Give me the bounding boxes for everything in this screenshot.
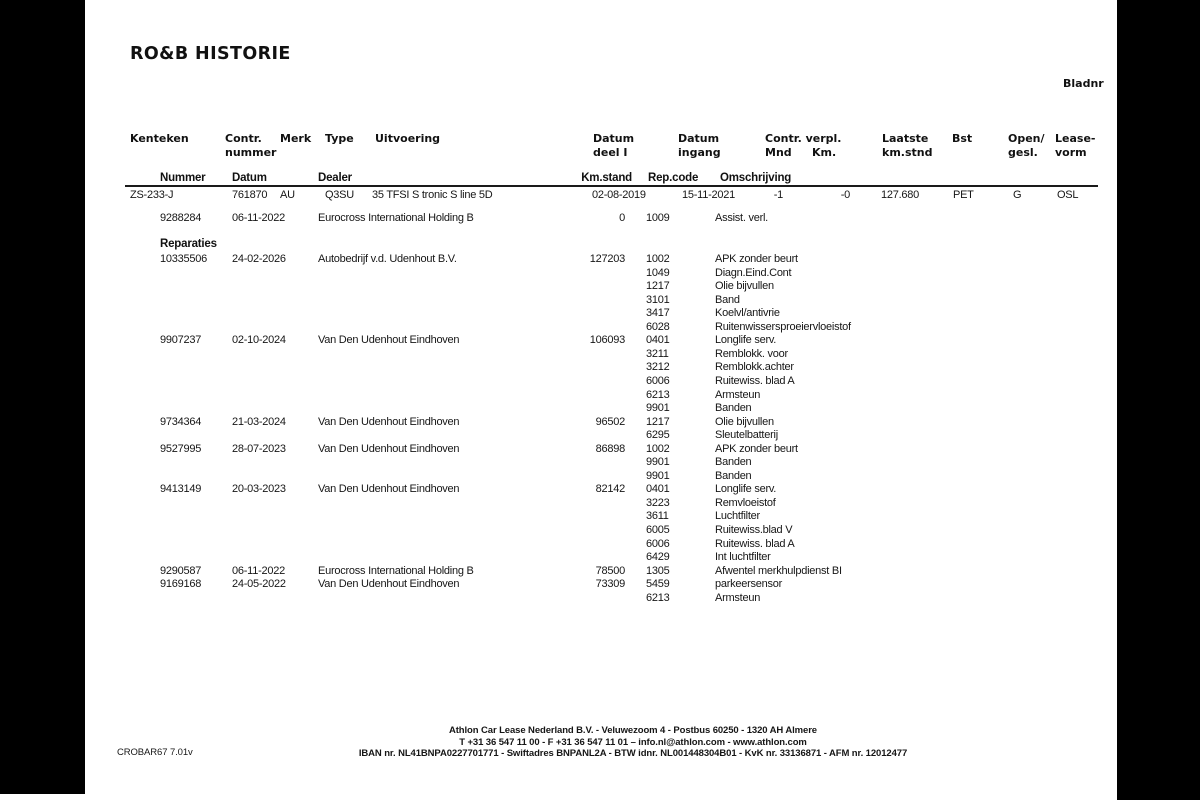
entry-repcode: 1002 — [646, 442, 670, 455]
entry-omschrijving: Olie bijvullen — [715, 280, 774, 293]
entry-omschrijving: Ruitewiss. blad A — [715, 374, 795, 387]
col-bst-label: Bst — [952, 132, 973, 145]
col-omschrijving-label: Omschrijving — [720, 172, 792, 184]
entry-nummer: 10335506 — [160, 253, 207, 265]
service-line — [85, 470, 1117, 484]
service-line — [85, 510, 1117, 524]
entry-repcode: 0401 — [646, 483, 670, 496]
entry-omschrijving: Ruitenwissersproeiervloeistof — [715, 320, 851, 333]
program-id: CROBAR67 7.01v — [117, 747, 193, 758]
service-line — [85, 212, 1117, 226]
entry-omschrijving: Luchtfilter — [715, 510, 760, 523]
footer-address-line: Athlon Car Lease Nederland B.V. - Veluwezoom 4 - Postbus 60250 - 1320 AH Almere — [448, 725, 817, 736]
service-line — [85, 592, 1117, 606]
entry-omschrijving: Band — [715, 293, 740, 306]
entry-omschrijving: Sleutelbatterij — [715, 429, 778, 442]
col-kenteken-label: Kenteken — [130, 132, 189, 145]
entry-repcode: 3212 — [646, 361, 670, 374]
entry-omschrijving: Afwentel merkhulpdienst BI — [715, 564, 842, 577]
col-open-label: Open/ — [1008, 132, 1045, 145]
entry-kmstand: 106093 — [589, 334, 625, 347]
entry-repcode: 9901 — [646, 456, 670, 469]
entry-kmstand: 82142 — [595, 483, 625, 496]
entry-repcode: 3417 — [646, 307, 670, 320]
entry-omschrijving: Int luchtfilter — [715, 551, 771, 564]
entry-repcode: 1049 — [646, 266, 670, 279]
service-line — [85, 361, 1117, 375]
contract-bst: PET — [953, 189, 974, 201]
col-contr-label: Contr. — [225, 132, 262, 145]
col-nummer-label: Nummer — [160, 172, 206, 184]
entry-nummer: 9290587 — [160, 564, 202, 577]
service-line — [85, 402, 1117, 416]
service-line — [85, 389, 1117, 403]
entry-nummer: 9169168 — [160, 578, 202, 591]
entry-repcode: 3101 — [646, 293, 670, 306]
col-km-label: Km. — [812, 146, 837, 159]
service-line — [85, 524, 1117, 538]
entry-repcode: 1009 — [646, 212, 670, 224]
entry-repcode: 9901 — [646, 469, 670, 482]
page-title: RO&B HISTORIE — [130, 44, 291, 64]
entry-repcode: 1217 — [646, 280, 670, 293]
entry-omschrijving: Banden — [715, 469, 752, 482]
entry-dealer: Eurocross International Holding B — [318, 564, 474, 577]
col-open-label2: gesl. — [1008, 146, 1038, 159]
entry-nummer: 9734364 — [160, 415, 202, 428]
service-line — [85, 551, 1117, 565]
col-merk-label: Merk — [280, 132, 312, 145]
scan-edge-gap — [0, 794, 85, 800]
service-line — [85, 253, 1117, 267]
entry-omschrijving: Longlife serv. — [715, 334, 777, 347]
contract-datum-ingang: 15-11-2021 — [682, 189, 735, 201]
service-line — [85, 267, 1117, 281]
entry-omschrijving: Armsteun — [715, 591, 761, 604]
service-line — [85, 497, 1117, 511]
entry-datum: 24-05-2022 — [232, 578, 286, 591]
service-line — [85, 321, 1117, 335]
col-datum-label: Datum — [232, 172, 267, 184]
col-type-label: Type — [325, 132, 354, 145]
service-line — [85, 565, 1117, 579]
contract-km: -0 — [840, 189, 850, 201]
service-line — [85, 334, 1117, 348]
col-contr-label2: nummer — [225, 146, 277, 159]
entry-kmstand: 86898 — [595, 442, 625, 455]
contract-open-gesl: G — [1013, 189, 1022, 201]
service-line — [85, 307, 1117, 321]
reparaties-section-label: Reparaties — [160, 238, 217, 250]
entry-kmstand: 96502 — [595, 415, 625, 428]
entry-repcode: 9901 — [646, 402, 670, 415]
entry-omschrijving: Ruitewiss.blad V — [715, 524, 793, 536]
entry-dealer: Autobedrijf v.d. Udenhout B.V. — [318, 253, 457, 265]
entry-repcode: 6006 — [646, 537, 670, 550]
footer-bank-line: IBAN nr. NL41BNPA0227701771 - Swiftadres BNPANL2A - BTW idnr. NL001448304B01 - KvK nr. 33136871 - AFM nr. 12012477 — [358, 748, 908, 759]
entry-repcode: 5459 — [646, 578, 670, 591]
service-line — [85, 483, 1117, 497]
col-datumingang-label: Datum — [678, 132, 720, 145]
entry-repcode: 6213 — [646, 388, 670, 401]
service-line — [85, 375, 1117, 389]
entry-datum: 20-03-2023 — [232, 483, 286, 496]
entry-repcode: 1217 — [646, 415, 670, 428]
service-line — [85, 294, 1117, 308]
contract-merk: AU — [280, 189, 295, 201]
entry-omschrijving: Koelvl/antivrie — [715, 307, 780, 320]
contract-datum-deel: 02-08-2019 — [592, 189, 646, 201]
entry-omschrijving: Ruitewiss. blad A — [715, 537, 795, 550]
entry-dealer: Van Den Udenhout Eindhoven — [318, 334, 460, 347]
entry-datum: 24-02-2026 — [232, 253, 286, 265]
entry-nummer: 9288284 — [160, 212, 202, 224]
entry-omschrijving: Armsteun — [715, 388, 761, 401]
entry-omschrijving: APK zonder beurt — [715, 442, 798, 455]
bladnr-label: Bladnr — [1063, 77, 1104, 90]
report-page — [85, 0, 1117, 800]
contract-kenteken: ZS-233-J — [130, 189, 174, 201]
service-line — [85, 416, 1117, 430]
contract-laatste-km: 127.680 — [881, 189, 920, 201]
entry-omschrijving: Longlife serv. — [715, 483, 777, 496]
footer-contact-line: T +31 36 547 11 00 - F +31 36 547 11 01 – info.nl@athlon.com - www.athlon.com — [459, 736, 807, 748]
entry-repcode: 6213 — [646, 591, 670, 604]
entry-dealer: Eurocross International Holding B — [318, 212, 474, 224]
entry-repcode: 3611 — [646, 510, 669, 523]
col-repcode-label: Rep.code — [648, 172, 699, 184]
entry-nummer: 9413149 — [160, 483, 202, 496]
entry-omschrijving: Olie bijvullen — [715, 415, 774, 428]
entry-omschrijving: Assist. verl. — [715, 212, 768, 224]
entry-kmstand: 127203 — [589, 253, 625, 265]
col-kmstand-label: Km.stand — [581, 172, 632, 184]
entry-kmstand: 0 — [619, 212, 625, 224]
service-line — [85, 578, 1117, 592]
col-datumdeel-label2: deel I — [593, 146, 628, 159]
entry-omschrijving: Remblokk.achter — [715, 361, 794, 374]
col-mnd-label: Mnd — [765, 146, 792, 159]
entry-nummer: 9527995 — [160, 442, 202, 455]
contract-type: Q3SU — [325, 189, 354, 201]
entry-omschrijving: Diagn.Eind.Cont — [715, 266, 792, 279]
col-contrverpl-label: Contr. verpl. — [765, 132, 842, 145]
header-divider — [125, 185, 1098, 187]
col-datumdeel-label: Datum — [593, 132, 635, 145]
contract-lease-vorm: OSL — [1057, 189, 1079, 201]
service-line — [85, 429, 1117, 443]
entry-repcode: 3211 — [646, 347, 669, 360]
entry-omschrijving: Remvloeistof — [715, 496, 776, 509]
service-line — [85, 348, 1117, 362]
entry-repcode: 6028 — [646, 320, 670, 333]
entry-nummer: 9907237 — [160, 334, 202, 347]
entry-repcode: 0401 — [646, 334, 670, 347]
service-line — [85, 538, 1117, 552]
service-line — [85, 443, 1117, 457]
contract-uitvoering: 35 TFSI S tronic S line 5D — [372, 189, 493, 201]
entry-dealer: Van Den Udenhout Eindhoven — [318, 483, 460, 496]
entry-repcode: 1002 — [646, 253, 670, 265]
entry-repcode: 1305 — [646, 564, 670, 577]
entry-repcode: 6429 — [646, 551, 670, 564]
col-lease-label: Lease- — [1055, 132, 1096, 145]
service-line — [85, 456, 1117, 470]
col-laatste-label: Laatste — [882, 132, 929, 145]
entry-kmstand: 73309 — [595, 578, 625, 591]
entry-omschrijving: Banden — [715, 456, 752, 469]
entry-repcode: 6005 — [646, 524, 670, 536]
contract-nummer: 761870 — [232, 189, 268, 201]
entry-repcode: 3223 — [646, 496, 670, 509]
service-line — [85, 280, 1117, 294]
col-uitvoering-label: Uitvoering — [375, 132, 441, 145]
entry-repcode: 6295 — [646, 429, 670, 442]
entry-omschrijving: APK zonder beurt — [715, 253, 798, 265]
entry-datum: 28-07-2023 — [232, 442, 286, 455]
col-dealer-label: Dealer — [318, 172, 352, 184]
entry-datum: 02-10-2024 — [232, 334, 286, 347]
entry-repcode: 6006 — [646, 374, 670, 387]
entry-kmstand: 78500 — [595, 564, 625, 577]
entry-dealer: Van Den Udenhout Eindhoven — [318, 442, 460, 455]
col-laatste-label2: km.stnd — [882, 146, 933, 159]
entry-omschrijving: parkeersensor — [715, 578, 783, 591]
entry-datum: 06-11-2022 — [232, 212, 285, 224]
contract-mnd: -1 — [773, 189, 783, 201]
entry-omschrijving: Banden — [715, 402, 752, 415]
col-lease-label2: vorm — [1055, 146, 1087, 159]
entry-datum: 06-11-2022 — [232, 564, 285, 577]
entry-omschrijving: Remblokk. voor — [715, 347, 788, 360]
entry-dealer: Van Den Udenhout Eindhoven — [318, 578, 460, 591]
col-datumingang-label2: ingang — [678, 146, 721, 159]
entry-datum: 21-03-2024 — [232, 415, 286, 428]
entry-dealer: Van Den Udenhout Eindhoven — [318, 415, 460, 428]
